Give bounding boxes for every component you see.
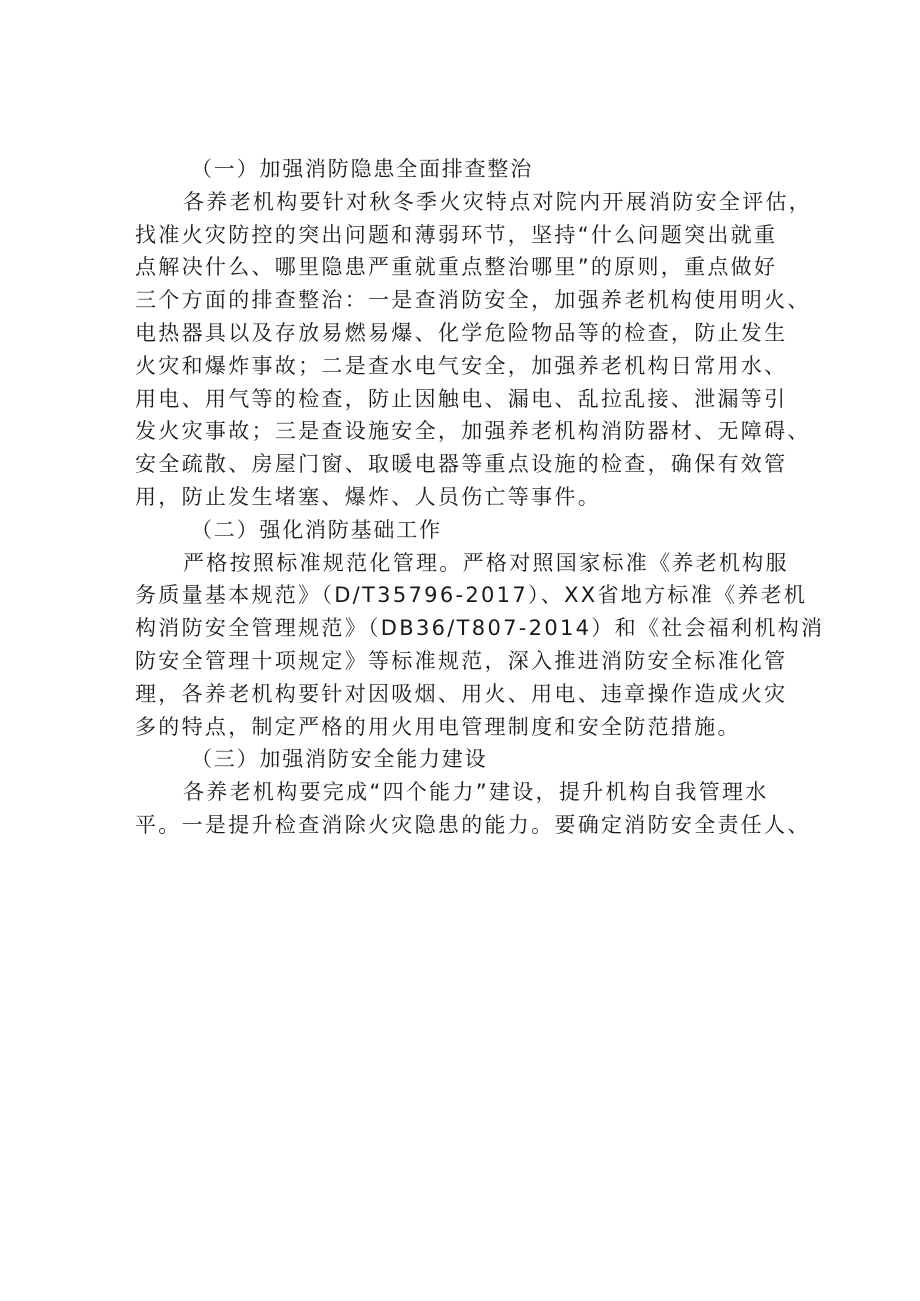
paragraph-line: 安全疏散、房屋门窗、取暖电器等重点设施的检查，确保有效管: [135, 452, 788, 477]
section-1-paragraph: [135, 186, 813, 514]
document-body: [135, 153, 825, 842]
paragraph-line: 理，各养老机构要针对因吸烟、用火、用电、违章操作造成火灾: [135, 681, 788, 706]
section-heading-1: （一）加强消防隐患全面排查整治: [191, 157, 533, 181]
paragraph-line: 务质量基本规范》（D/T35796-2017）、XX省地方标准《养老机: [135, 583, 808, 608]
paragraph-line: 用电、用气等的检查，防止因触电、漏电、乱拉乱接、泄漏等引: [135, 386, 788, 411]
paragraph-line: 发火灾事故；三是查设施安全，加强养老机构消防器材、无障碍、: [135, 419, 811, 444]
paragraph-line: 找准火灾防控的突出问题和薄弱环节，坚持“什么问题突出就重: [135, 222, 778, 247]
paragraph-line: 各养老机构要完成“四个能力”建设，提升机构自我管理水: [183, 780, 769, 805]
paragraph-line: 多的特点，制定严格的用火用电管理制度和安全防范措施。: [135, 714, 741, 739]
paragraph-line: 三个方面的排查整治：一是查消防安全，加强养老机构使用明火、: [135, 288, 811, 313]
paragraph-line: 电热器具以及存放易燃易爆、化学危险物品等的检查，防止发生: [135, 320, 788, 345]
section-heading-2: （二）强化消防基础工作: [191, 517, 442, 542]
paragraph-line: 严格按照标准规范化管理。严格对照国家标准《养老机构服: [183, 550, 789, 575]
section-3-paragraph: [135, 776, 811, 842]
paragraph-line: 平。一是提升检查消除火灾隐患的能力。要确定消防安全责任人、: [135, 812, 811, 837]
paragraph-line: 点解决什么、哪里隐患严重就重点整治哪里”的原则，重点做好: [135, 255, 778, 280]
paragraph-line: 用，防止发生堵塞、爆炸、人员伤亡等事件。: [135, 484, 601, 509]
paragraph-line: 火灾和爆炸事故；二是查水电气安全，加强养老机构日常用水、: [135, 353, 788, 378]
paragraph-line: 各养老机构要针对秋冬季火灾特点对院内开展消防安全评估，: [183, 189, 813, 214]
section-2-paragraph: [135, 547, 825, 744]
paragraph-line: 防安全管理十项规定》等标准规范，深入推进消防安全标准化管: [135, 648, 788, 673]
paragraph-line: 构消防安全管理规范》（DB36/T807-2014）和《社会福利机构消: [135, 616, 825, 641]
section-heading-3: （三）加强消防安全能力建设: [191, 747, 488, 772]
